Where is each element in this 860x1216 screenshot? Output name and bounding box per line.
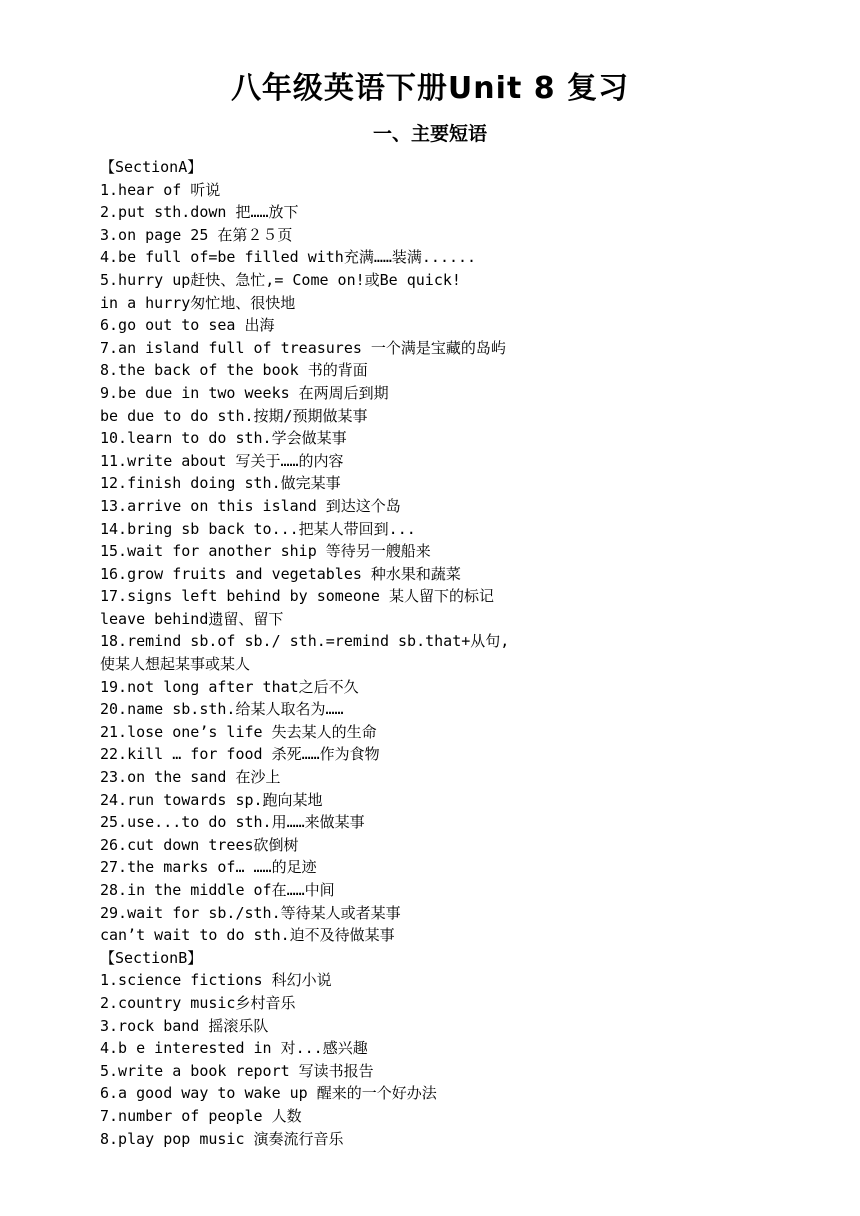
phrase-line: 8.play pop music 演奏流行音乐 [100,1129,344,1148]
phrase-line: 18.remind sb.of sb./ sth.=remind sb.that+从句, [100,632,510,651]
phrase-line: 4.be full of=be filled with充满……装满...... [100,248,477,267]
phrase-line: 25.use...to do sth.用……来做某事 [100,813,365,832]
phrase-line: in a hurry匆忙地、很快地 [100,293,296,312]
phrase-line: 10.learn to do sth.学会做某事 [100,429,347,448]
phrase-line: 11.write about 写关于……的内容 [100,451,344,470]
phrase-line: 14.bring sb back to...把某人带回到... [100,519,416,538]
phrase-line: 13.arrive on this island 到达这个岛 [100,496,401,515]
phrase-line: 3.rock band 摇滚乐队 [100,1016,269,1035]
phrase-line: 9.be due in two weeks 在两周后到期 [100,383,389,402]
phrase-line: be due to do sth.按期/预期做某事 [100,406,368,425]
phrase-line: can’t wait to do sth.迫不及待做某事 [100,926,395,945]
phrase-line: 6.a good way to wake up 醒来的一个好办法 [100,1084,437,1103]
phrase-line: 24.run towards sp.跑向某地 [100,790,323,809]
phrase-line: 28.in the middle of在……中间 [100,881,335,899]
phrase-line: 23.on the sand 在沙上 [100,768,281,787]
phrase-line: leave behind遗留、留下 [100,609,284,628]
phrase-line: 使某人想起某事或某人 [100,655,251,674]
phrase-line: 7.an island full of treasures 一个满是宝藏的岛屿 [100,338,506,357]
section-label-a: 【SectionA】 [100,158,203,176]
phrase-line: 17.signs left behind by someone 某人留下的标记 [100,587,494,606]
phrase-line: 16.grow fruits and vegetables 种水果和蔬菜 [100,564,461,583]
phrase-line: 29.wait for sb./sth.等待某人或者某事 [100,903,401,922]
phrase-line: 26.cut down trees砍倒树 [100,835,299,854]
phrase-line: 22.kill … for food 杀死……作为食物 [100,745,380,764]
phrase-line: 27.the marks of… ……的足迹 [100,858,317,877]
phrase-line: 5.write a book report 写读书报告 [100,1061,374,1080]
phrase-line: 4.b e interested in 对...感兴趣 [100,1039,368,1058]
phrase-line: 8.the back of the book 书的背面 [100,361,368,380]
phrase-line: 2.put sth.down 把……放下 [100,203,299,222]
phrase-line: 1.science fictions 科幻小说 [100,971,332,990]
phrase-list [100,156,820,1150]
phrase-line: 19.not long after that之后不久 [100,677,359,696]
phrase-line: 1.hear of 听说 [100,180,221,199]
phrase-line: 20.name sb.sth.给某人取名为…… [100,700,344,719]
document-title: 八年级英语下册Unit 8 复习 [230,71,630,106]
phrase-line: 6.go out to sea 出海 [100,316,275,335]
phrase-line: 7.number of people 人数 [100,1106,302,1125]
phrase-line: 2.country music乡村音乐 [100,993,296,1012]
section-label-b: 【SectionB】 [100,948,203,967]
section-heading: 一、主要短语 [372,123,487,145]
phrase-line: 3.on page 25 在第２５页 [100,225,293,244]
phrase-line: 21.lose one’s life 失去某人的生命 [100,722,377,741]
phrase-line: 15.wait for another ship 等待另一艘船来 [100,542,431,561]
phrase-line: 5.hurry up赶快、急忙,= Come on!或Be quick! [100,270,461,289]
phrase-line: 12.finish doing sth.做完某事 [100,474,341,493]
